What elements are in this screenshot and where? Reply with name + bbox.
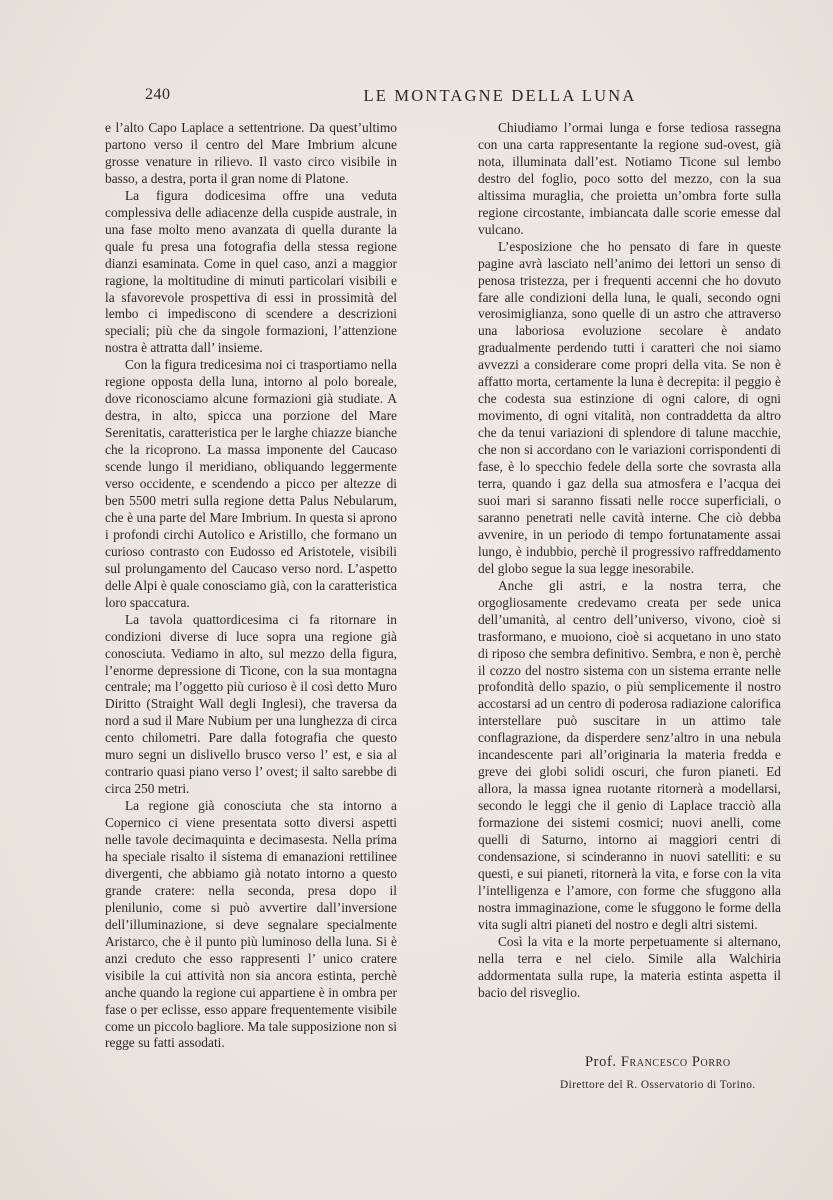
paragraph: Chiudiamo l’ormai lunga e forse tediosa rassegna con una carta rappresentante la regione sud-ovest, già nota, illuminata dall’est. Notiamo Ticone sul lembo destro del foglio, poco sotto del mezzo, con la sua altissima muraglia, che proietta un’ombra forte sulla regione circostante, imbiancata dalle scorie emesse dal vulcano. (478, 120, 781, 237)
paragraph: Con la figura tredicesima noi ci trasportiamo nella regione opposta della luna, intorno al polo boreale, dove riconosciamo alcune formazioni già studiate. A destra, in alto, spicca una porzione del Mare Serenitatis, caratteristica per le larghe chiazze bianche che la ricoprono. La massa imponente del Caucaso scende lungo il meridiano, obliquando leggermente verso occidente, e scendendo a picco per altezze di ben 5500 metri sulla regione detta Palus Nebularum, che è una parte del Mare Imbrium. In questa si aprono i profondi circhi Autolico e Aristillo, che formano un curioso contrasto con Eudosso ed Aristotele, visibili sul prolungamento del Caucaso verso nord. L’aspetto delle Alpi è quale conosciamo già, con la caratteristica loro spaccatura. (105, 357, 397, 610)
author-name: Francesco Porro (620, 1054, 731, 1070)
paragraph: La tavola quattordicesima ci fa ritornare in condizioni diverse di luce sopra una regione già conosciuta. Vediamo in alto, sul mezzo della figura, l’enorme depressione di Ticone, con la sua montagna centrale; ma l’oggetto più curioso è il così detto Muro Diritto (Straight Wall degli Inglesi), che traversa da nord a sud il Mare Nubium per una lunghezza di circa cento chilometri. Pare dalla fotografia che questo muro segni un dislivello brusco verso l’ est, e sia al contrario quasi piano verso l’ ovest; il salto sarebbe di circa 250 metri. (105, 611, 397, 797)
page-number: 240 (145, 86, 171, 103)
page-header (145, 86, 785, 110)
author-title: Prof. (585, 1054, 617, 1070)
paragraph: La regione già conosciuta che sta intorno a Copernico ci viene presentata sotto diversi aspetti nelle tavole decimaquinta e decimasesta. Nella prima ha speciale risalto il sistema di emanazioni rettilinee divergenti, che abbiamo già notato intorno a questo grande cratere: nella seconda, presa dopo il plenilunio, come si può avvertire dall’inversione dell’illuminazione, si deve segnalare specialmente Aristarco, che è il punto più luminoso della luna. Si è anzi creduto che esso rappresenti l’ unico cratere visibile la cui attività non sia ancora estinta, perchè anche quando la regione cui appartiene è in ombra per fase o per eclisse, esso appare frequentemente visibile come un piccolo bagliore. Ma tale supposizione non si regge su fatti assodati. (105, 798, 397, 1051)
paragraph: Anche gli astri, e la nostra terra, che orgogliosamente credevamo creata per sede unica dell’umanità, al centro dell’universo, vivono, cioè si trasformano, e muoiono, cioè si acquetano in uno stato di riposo che sembra definitivo. Sembra, e non è, perchè il cozzo del nostro sistema con un sistema errante nelle profondità dello spazio, o più semplicemente il nostro accostarsi ad un centro di poderosa radiazione calorifica interstellare può suscitare in un attimo tale conflagrazione, da disperdere senz’altro in una nebula incandescente pari all’originaria la materia fredda e greve dei globi solidi oscuri, che furon pianeti. Ed allora, la massa ignea ruotante ritornerà a modellarsi, secondo le leggi che il genio di Laplace tracciò alla formazione dei sistemi cosmici; nuovi anelli, come quelli di Saturno, intorno ai maggiori centri di condensazione, si scinderanno in nuovi satelliti: e su questi, e sui pianeti, ritornerà la vita, e forse con la vita l’intelligenza e l’amore, con forme che sfuggono alla nostra immaginazione, come le sfuggono le forme della vita sugli altri pianeti del nostro e degli altri sistemi. (478, 577, 781, 932)
paragraph: L’esposizione che ho pensato di fare in queste pagine avrà lasciato nell’animo dei lettori un senso di penosa tristezza, per i frequenti accenni che ho dovuto fare alle condizioni della luna, le quali, secondo ogni verosimiglianza, sono quelle di un astro che attraverso una laboriosa evoluzione secolare è andato gradualmente perdendo tutti i caratteri che noi siamo avvezzi a considerare come propri della vita. Se non è affatto morta, certamente la luna è decrepita: il peggio è che codesta sua estinzione di ogni calore, di ogni movimento, di ogni vitalità, non contraddetta da altro che da tenui variazioni di splendore di talune macchie, che non si accordano con le variazioni corrispondenti di fase, è lo specchio fedele della sorte che sovrasta alla terra, quando i gaz della sua atmosfera e l’acqua dei suoi mari si saranno fissati nelle rocce superficiali, o saranno penetrati nelle cavità interne. Che ciò debba avvenire, in un periodo di tempo fortunatamente assai lungo, è indubbio, perchè il progressivo raffreddamento del globo segue la sua legge inesorabile. (478, 238, 781, 576)
running-title: LE MONTAGNE DELLA LUNA (363, 86, 637, 105)
left-column (105, 120, 397, 1052)
right-column (478, 120, 781, 1002)
paragraph: e l’alto Capo Laplace a settentrione. Da quest’ultimo partono verso il centro del Mare Imbrium alcune grosse venature in rilievo. Il vasto circo visibile in basso, a destra, porta il gran nome di Platone. (105, 120, 397, 186)
paragraph: La figura dodicesima offre una veduta complessiva delle adiacenze della cuspide australe, in una fase molto meno avanzata di quella durante la quale fu presa una fotografia della stessa regione dianzi esaminata. Come in quel caso, anzi a maggior ragione, la moltitudine di minuti particolari visibili e la sfavorevole prospettiva di essi in prossimità del lembo ci impediscono di scendere a descrizioni speciali; più che da singole formazioni, l’attenzione nostra è attratta dall’ insieme. (105, 187, 397, 356)
author-signature (585, 1054, 785, 1071)
author-affiliation: Direttore del R. Osservatorio di Torino. (560, 1079, 756, 1091)
paragraph: Così la vita e la morte perpetuamente si alternano, nella terra e nel cielo. Simile alla Walchiria addormentata sulla rupe, la materia estinta aspetta il bacio del risveglio. (478, 933, 781, 1000)
